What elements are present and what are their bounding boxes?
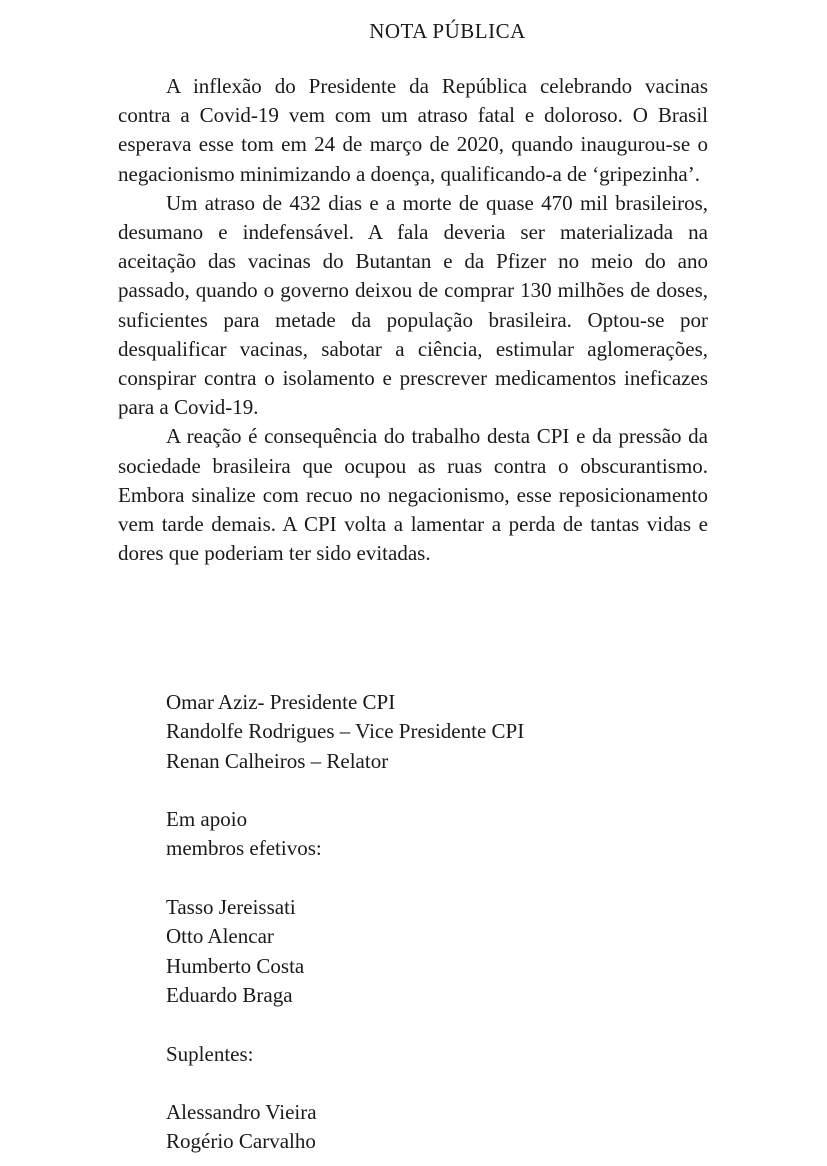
member-name: Eduardo Braga	[166, 982, 293, 1007]
signatory-president: Omar Aziz- Presidente CPI	[166, 690, 396, 714]
document-title: NOTA PÚBLICA	[369, 19, 526, 43]
paragraph-2: Um atraso de 432 dias e a morte de quase 470 mil brasileiros, desumano e indefensável. A fala deveria ser materializada na aceitação das vacinas do Butantan e da Pfizer no meio do ano passado, quando o governo deixou de comprar 130 milhões de doses, suficientes para metade da população brasileira. Optou-se por desqualificar vacinas, sabotar a ciência, estimular aglomerações, conspirar contra o isolamento e prescrever medicamentos ineficazes para a Covid-19.	[118, 190, 708, 420]
spacer	[166, 1010, 726, 1039]
alternates-heading: Suplentes:	[166, 1041, 254, 1066]
document-body	[118, 72, 708, 568]
member-name: Otto Alencar	[166, 924, 274, 949]
support-heading-line-1: Em apoio	[166, 807, 248, 832]
spacer	[166, 1069, 726, 1098]
signature-block	[166, 688, 726, 1157]
spacer	[166, 864, 726, 893]
alternate-name: Rogério Carvalho	[166, 1129, 316, 1154]
member-name: Humberto Costa	[166, 953, 305, 978]
member-name: Tasso Jereissati	[166, 895, 296, 920]
alternate-name: Alessandro Vieira	[166, 1100, 317, 1125]
signatory-vice-president: Randolfe Rodrigues – Vice Presidente CPI	[166, 719, 525, 744]
spacer	[166, 776, 726, 805]
paragraph-1: A inflexão do Presidente da República celebrando vacinas contra a Covid-19 vem com um atraso fatal e doloroso. O Brasil esperava esse tom em 24 de março de 2020, quando inaugurou-se o negacionismo minimizando a doença, qualificando-a de ‘gripezinha’.	[118, 74, 708, 186]
paragraph-3: A reação é consequência do trabalho desta CPI e da pressão da sociedade brasileira que ocupou as ruas contra o obscurantismo. Embora sinalize com recuo no negacionismo, esse reposicionamento vem tarde demais. A CPI volta a lamentar a perda de tantas vidas e dores que poderiam ter sido evitadas.	[118, 424, 708, 566]
signatory-rapporteur: Renan Calheiros – Relator	[166, 748, 389, 773]
support-heading-line-2: membros efetivos:	[166, 836, 322, 861]
